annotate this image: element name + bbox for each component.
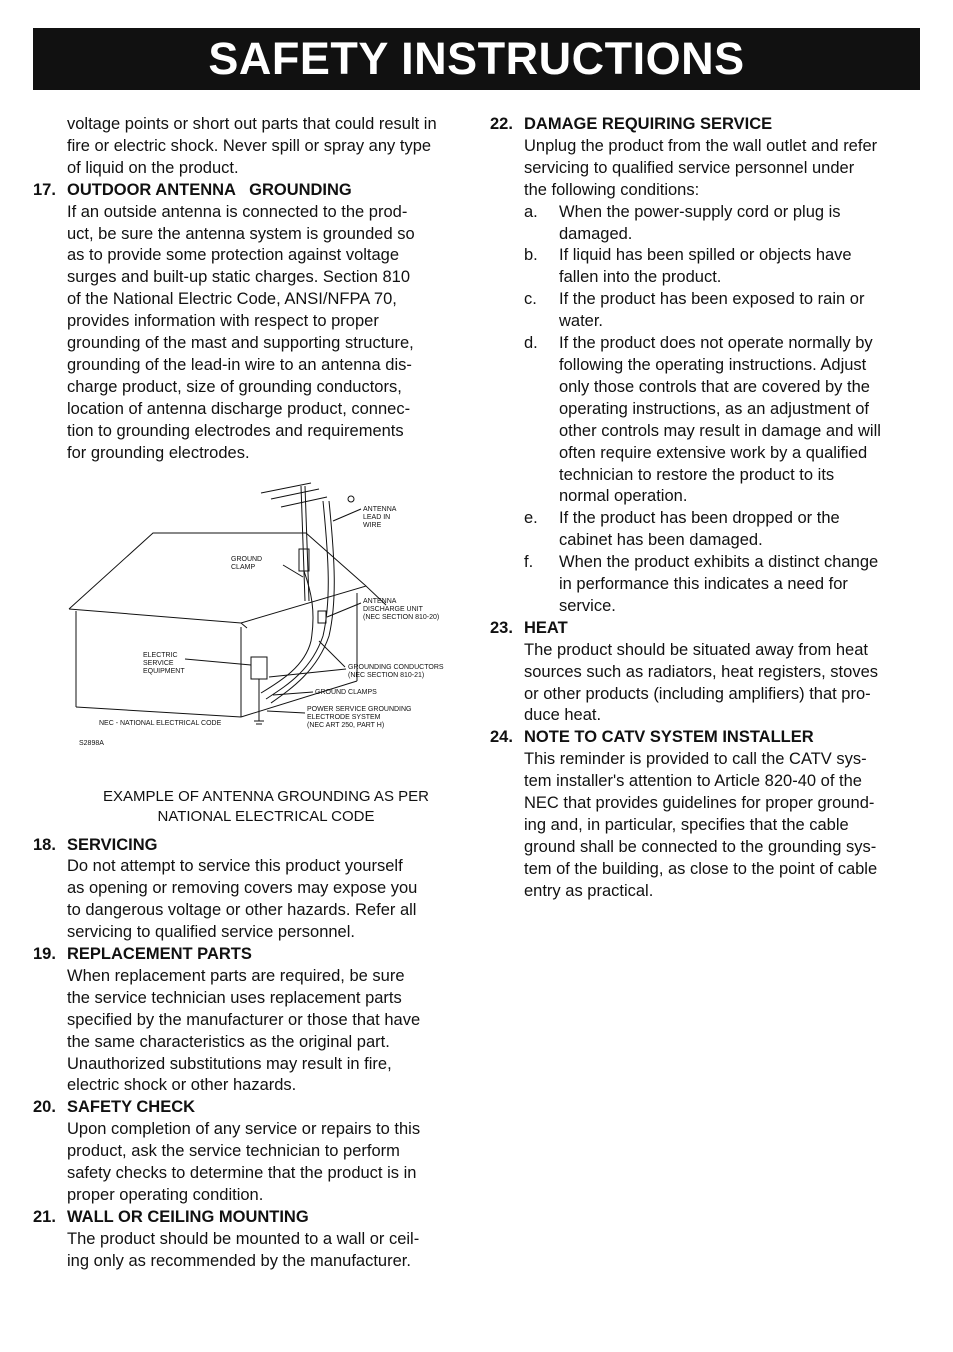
right-column bbox=[490, 114, 920, 903]
section-heading bbox=[33, 180, 465, 202]
text-line: This reminder is provided to call the CATV sys- bbox=[524, 750, 867, 769]
section-heading bbox=[33, 1097, 465, 1119]
section-number: 17. bbox=[33, 180, 56, 199]
text-line: If an outside antenna is connected to the prod- bbox=[67, 202, 408, 221]
text-line: cabinet has been damaged. bbox=[559, 531, 763, 550]
text-line: servicing to qualified service personnel. bbox=[67, 923, 355, 942]
electric-service-box bbox=[251, 657, 267, 679]
section-number: 20. bbox=[33, 1098, 56, 1117]
text-line: fire or electric shock. Never spill or spray any type bbox=[67, 136, 432, 155]
section-number: 18. bbox=[33, 835, 56, 854]
text-line: servicing to qualified service personnel under bbox=[524, 158, 855, 177]
label-power-service: POWER SERVICE GROUNDING ELECTRODE SYSTEM (NEC ART 250, PART H) bbox=[307, 705, 412, 729]
text-line: service. bbox=[559, 596, 616, 615]
intro-text bbox=[67, 114, 465, 180]
leader-line bbox=[273, 692, 313, 695]
text-line: If the product has been exposed to rain or bbox=[559, 290, 865, 309]
text-line: the service technician uses replacement parts bbox=[67, 988, 402, 1007]
section-19 bbox=[33, 944, 465, 1097]
list-item bbox=[524, 552, 920, 618]
text-line: product, ask the service technician to perform bbox=[67, 1142, 400, 1161]
text-line: duce heat. bbox=[524, 706, 602, 725]
text-line: in performance this indicates a need for bbox=[559, 575, 848, 594]
text-line: When the product exhibits a distinct change bbox=[559, 553, 879, 572]
text-line: electric shock or other hazards. bbox=[67, 1076, 297, 1095]
section-title: OUTDOOR ANTENNA GROUNDING bbox=[67, 180, 352, 199]
text-line: grounding of the lead-in wire to an antenna dis- bbox=[67, 355, 412, 374]
text-line: only those controls that are covered by the bbox=[559, 377, 870, 396]
leader-line bbox=[319, 641, 345, 667]
text-line: If the product does not operate normally by bbox=[559, 334, 873, 353]
list-item bbox=[524, 202, 920, 246]
text-line: following the operating instructions. Adjust bbox=[559, 355, 867, 374]
section-20 bbox=[33, 1097, 465, 1207]
leader-line bbox=[333, 509, 361, 521]
text-line: Do not attempt to service this product yourself bbox=[67, 857, 403, 876]
text-line: fallen into the product. bbox=[559, 268, 722, 287]
text-line: safety checks to determine that the product is in bbox=[67, 1164, 417, 1183]
antenna-mast bbox=[301, 486, 305, 601]
section-number: 21. bbox=[33, 1207, 56, 1226]
list-letter: e. bbox=[524, 509, 538, 528]
roof-edge bbox=[241, 623, 247, 628]
text-line: technician to restore the product to its bbox=[559, 465, 835, 484]
house-wall bbox=[76, 707, 241, 717]
list-item bbox=[524, 245, 920, 289]
section-heading bbox=[33, 944, 465, 966]
roof-eave bbox=[69, 586, 386, 623]
label-nec: NEC - NATIONAL ELECTRICAL CODE bbox=[99, 719, 222, 727]
section-21 bbox=[33, 1207, 465, 1273]
text-line: Upon completion of any service or repairs to this bbox=[67, 1120, 421, 1139]
text-line: other controls may result in damage and will bbox=[559, 421, 881, 440]
text-line: NEC that provides guidelines for proper ground- bbox=[524, 794, 875, 813]
label-grounding-conductors: GROUNDING CONDUCTORS (NEC SECTION 810-21) bbox=[348, 663, 444, 679]
section-number: 19. bbox=[33, 945, 56, 964]
text-line: or other products (including amplifiers) that pro- bbox=[524, 684, 871, 703]
list-letter: f. bbox=[524, 553, 534, 572]
list-letter: c. bbox=[524, 290, 537, 309]
section-heading bbox=[490, 618, 920, 640]
text-line: ground shall be connected to the grounding sys- bbox=[524, 837, 877, 856]
label-ground-clamps: GROUND CLAMPS bbox=[315, 688, 377, 696]
section-heading bbox=[490, 727, 920, 749]
text-line: voltage points or short out parts that could result in bbox=[67, 115, 437, 133]
text-line: the following conditions: bbox=[524, 180, 700, 199]
section-title: DAMAGE REQUIRING SERVICE bbox=[524, 115, 773, 133]
section-title: REPLACEMENT PARTS bbox=[67, 945, 252, 964]
list-letter: a. bbox=[524, 202, 538, 221]
section-number: 23. bbox=[490, 618, 513, 637]
figure-code: S2898A bbox=[79, 739, 104, 747]
text-line: When replacement parts are required, be sure bbox=[67, 966, 405, 985]
section-number: 24. bbox=[490, 728, 513, 747]
section-title: HEAT bbox=[524, 618, 568, 637]
text-line: the same characteristics as the original part. bbox=[67, 1032, 390, 1051]
antenna-grounding-diagram bbox=[61, 481, 471, 771]
list-item bbox=[524, 333, 920, 508]
left-column bbox=[33, 114, 465, 1273]
text-line: provides information with respect to proper bbox=[67, 312, 379, 331]
text-line: sources such as radiators, heat registers, stoves bbox=[524, 662, 878, 681]
section-22 bbox=[490, 114, 920, 618]
text-line: uct, be sure the antenna system is grounded so bbox=[67, 224, 415, 243]
section-heading bbox=[33, 1207, 465, 1229]
page-title: SAFETY INSTRUCTIONS bbox=[33, 28, 920, 90]
caption-line: EXAMPLE OF ANTENNA GROUNDING AS PER bbox=[103, 787, 429, 805]
discharge-unit bbox=[318, 611, 326, 623]
figure-caption bbox=[33, 787, 465, 827]
text-line: often require extensive work by a qualified bbox=[559, 443, 868, 462]
section-23 bbox=[490, 618, 920, 728]
text-line: ing and, in particular, specifies that the cable bbox=[524, 816, 849, 834]
text-line: The product should be mounted to a wall or ceil- bbox=[67, 1229, 420, 1248]
antenna-element bbox=[271, 489, 319, 499]
leader-line bbox=[267, 711, 305, 713]
text-line: If the product has been dropped or the bbox=[559, 509, 840, 528]
text-line: entry as practical. bbox=[524, 881, 654, 900]
section-title: SERVICING bbox=[67, 835, 158, 854]
label-antenna-lead: ANTENNA LEAD IN WIRE bbox=[363, 505, 397, 529]
text-line: Unauthorized substitutions may result in fire, bbox=[67, 1054, 392, 1073]
text-line: proper operating condition. bbox=[67, 1186, 264, 1204]
list-letter: b. bbox=[524, 246, 538, 265]
text-line: When the power-supply cord or plug is bbox=[559, 202, 841, 221]
text-line: Unplug the product from the wall outlet and refer bbox=[524, 136, 878, 155]
text-line: tion to grounding electrodes and requirements bbox=[67, 421, 404, 440]
text-line: charge product, size of grounding conductors, bbox=[67, 377, 402, 396]
text-line: grounding of the mast and supporting structure, bbox=[67, 334, 414, 353]
caption-line: NATIONAL ELECTRICAL CODE bbox=[157, 807, 375, 825]
section-heading bbox=[33, 835, 465, 857]
text-line: tem of the building, as close to the point of cable bbox=[524, 859, 878, 878]
text-line: specified by the manufacturer or those that have bbox=[67, 1010, 421, 1029]
antenna-grounding-figure bbox=[33, 465, 465, 773]
text-line: for grounding electrodes. bbox=[67, 443, 250, 462]
label-discharge-unit: ANTENNA DISCHARGE UNIT (NEC SECTION 810-20) bbox=[363, 597, 440, 621]
text-line: as opening or removing covers may expose you bbox=[67, 879, 418, 898]
section-title: NOTE TO CATV SYSTEM INSTALLER bbox=[524, 728, 814, 747]
text-line: water. bbox=[559, 312, 604, 331]
text-line: location of antenna discharge product, connec- bbox=[67, 399, 411, 418]
section-heading bbox=[490, 114, 920, 136]
section-18 bbox=[33, 835, 465, 945]
label-ground-clamp: GROUND CLAMP bbox=[231, 555, 263, 571]
roof-ridge bbox=[69, 533, 366, 609]
text-line: The product should be situated away from heat bbox=[524, 640, 868, 659]
leader-line bbox=[269, 669, 346, 677]
section-number: 22. bbox=[490, 115, 513, 133]
text-line: surges and built-up static charges. Section 810 bbox=[67, 268, 411, 287]
list-item bbox=[524, 508, 920, 552]
text-line: operating instructions, as an adjustment of bbox=[559, 399, 870, 418]
leader-line bbox=[327, 603, 361, 617]
text-line: of the National Electric Code, ANSI/NFPA 70, bbox=[67, 290, 397, 309]
text-line: of liquid on the product. bbox=[67, 158, 239, 177]
text-line: as to provide some protection against voltage bbox=[67, 246, 400, 265]
text-line: to dangerous voltage or other hazards. Refer all bbox=[67, 901, 417, 920]
list-letter: d. bbox=[524, 334, 538, 353]
antenna-connector bbox=[348, 496, 354, 502]
text-line: tem installer's attention to Article 820-40 of the bbox=[524, 772, 862, 791]
list-item bbox=[524, 289, 920, 333]
text-line: ing only as recommended by the manufacturer. bbox=[67, 1251, 411, 1270]
antenna-element bbox=[261, 483, 311, 493]
text-line: damaged. bbox=[559, 224, 633, 243]
text-line: normal operation. bbox=[559, 487, 688, 506]
section-title: SAFETY CHECK bbox=[67, 1098, 196, 1117]
label-electric-service: ELECTRIC SERVICE EQUIPMENT bbox=[143, 651, 185, 675]
text-line: If liquid has been spilled or objects have bbox=[559, 246, 852, 265]
section-title: WALL OR CEILING MOUNTING bbox=[67, 1207, 309, 1226]
antenna-element bbox=[281, 497, 327, 507]
section-17 bbox=[33, 180, 465, 465]
section-24 bbox=[490, 727, 920, 902]
